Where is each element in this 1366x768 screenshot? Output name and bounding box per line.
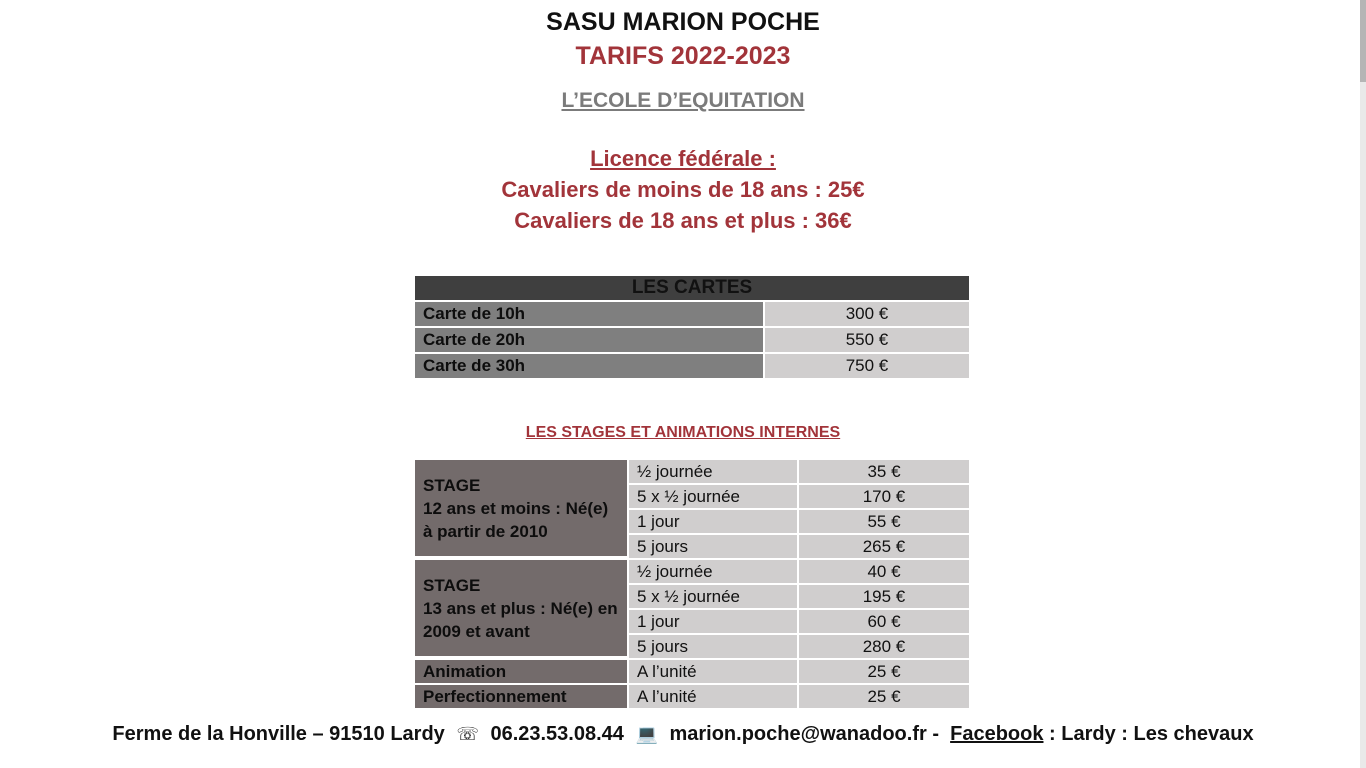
stage-option: 1 jour (629, 610, 799, 635)
stage-option: 5 jours (629, 535, 799, 560)
stage-group-name: STAGE (423, 575, 481, 595)
stage-option: 1 jour (629, 510, 799, 535)
computer-icon: 💻 (635, 724, 658, 744)
footer-facebook-rest: : Lardy : Les chevaux (1049, 723, 1254, 745)
stage-price: 35 € (799, 460, 969, 485)
facebook-link[interactable]: Facebook (950, 723, 1044, 745)
carte-label: Carte de 30h (415, 352, 765, 378)
table-row (415, 685, 969, 710)
stage-price: 195 € (799, 585, 969, 610)
cartes-table (415, 276, 969, 378)
animation-option: A l’unité (629, 660, 799, 685)
stages-table (415, 460, 969, 710)
footer-email: marion.poche@wanadoo.fr - (669, 723, 939, 745)
stages-title (0, 424, 1366, 442)
table-row (415, 660, 969, 685)
carte-label: Carte de 20h (415, 326, 765, 352)
perfectionnement-label: Perfectionnement (415, 685, 629, 710)
table-row (415, 460, 969, 485)
carte-price: 550 € (765, 326, 969, 352)
licence-title-text: Licence fédérale : (590, 146, 776, 171)
telephone-icon: ☏ (456, 724, 479, 744)
stage-option: 5 x ½ journée (629, 585, 799, 610)
table-row (415, 560, 969, 585)
carte-label: Carte de 10h (415, 300, 765, 326)
stage-price: 265 € (799, 535, 969, 560)
perfectionnement-option: A l’unité (629, 685, 799, 710)
animation-price: 25 € (799, 660, 969, 685)
stage-group-name: STAGE (423, 475, 481, 495)
stage-group-birth: à partir de 2010 (423, 521, 548, 541)
stage-price: 40 € (799, 560, 969, 585)
licence-line-18-plus: Cavaliers de 18 ans et plus : 36€ (514, 208, 852, 233)
licence-title (0, 146, 1366, 172)
carte-price: 750 € (765, 352, 969, 378)
stage-price: 170 € (799, 485, 969, 510)
vertical-scrollbar[interactable] (1360, 0, 1366, 768)
stage-price: 55 € (799, 510, 969, 535)
stage-price: 280 € (799, 635, 969, 660)
stage-option: 5 x ½ journée (629, 485, 799, 510)
stage-option: ½ journée (629, 560, 799, 585)
stage-group-12-ans (415, 460, 629, 560)
cartes-header-row (415, 276, 969, 300)
footer-contact (0, 723, 1366, 746)
stage-group-13-ans (415, 560, 629, 660)
cartes-header: LES CARTES (415, 276, 969, 300)
animation-label: Animation (415, 660, 629, 685)
stages-title-text: LES STAGES ET ANIMATIONS INTERNES (525, 424, 841, 441)
stage-group-age: 13 ans et plus : Né(e) en (423, 598, 618, 618)
footer-address: Ferme de la Honville – 91510 Lardy (112, 723, 445, 745)
table-row (415, 326, 969, 352)
stage-group-birth: 2009 et avant (423, 621, 530, 641)
stage-option: ½ journée (629, 460, 799, 485)
section-title-ecole (0, 89, 1366, 113)
stage-price: 60 € (799, 610, 969, 635)
company-title: SASU MARION POCHE (546, 8, 820, 36)
carte-price: 300 € (765, 300, 969, 326)
tarifs-title: TARIFS 2022-2023 (575, 42, 791, 70)
table-row (415, 300, 969, 326)
table-row (415, 352, 969, 378)
stage-option: 5 jours (629, 635, 799, 660)
footer-phone: 06.23.53.08.44 (490, 723, 624, 745)
ecole-text: L’ECOLE D’EQUITATION (561, 89, 805, 112)
perfectionnement-price: 25 € (799, 685, 969, 710)
licence-line-under-18: Cavaliers de moins de 18 ans : 25€ (501, 177, 865, 202)
stage-group-age: 12 ans et moins : Né(e) (423, 498, 609, 518)
